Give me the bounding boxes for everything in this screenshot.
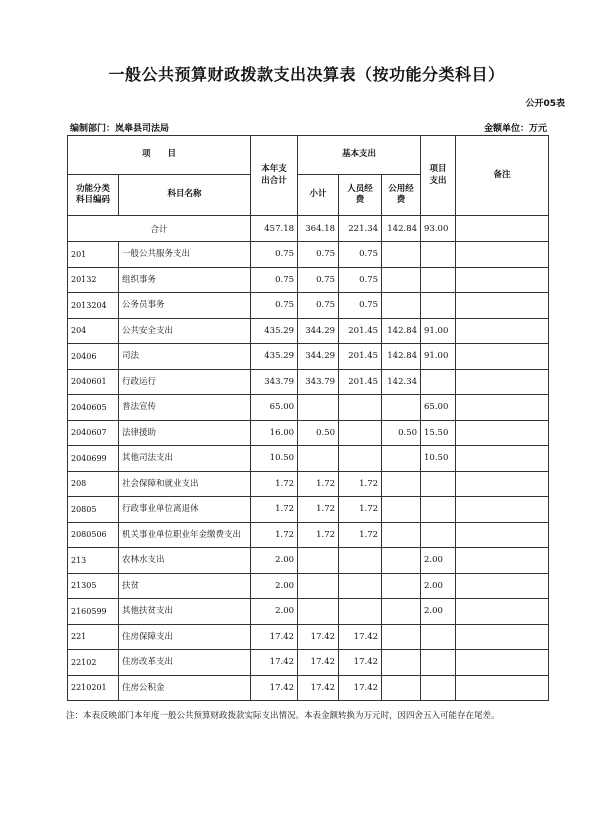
cell-note <box>456 497 549 523</box>
cell-code: 201 <box>68 242 119 268</box>
cell-subtotal: 1.72 <box>298 522 339 548</box>
cell-public <box>382 522 421 548</box>
cell-code: 2210201 <box>68 675 119 701</box>
total-note <box>456 216 549 242</box>
total-project: 93.00 <box>421 216 456 242</box>
cell-year-total: 435.29 <box>251 318 298 344</box>
cell-note <box>456 369 549 395</box>
cell-note <box>456 471 549 497</box>
table-row <box>68 242 549 268</box>
cell-subtotal <box>298 446 339 472</box>
cell-personnel: 0.75 <box>339 242 382 268</box>
cell-personnel: 0.75 <box>339 267 382 293</box>
cell-personnel: 1.72 <box>339 497 382 523</box>
table-row <box>68 395 549 421</box>
header-item: 项 目 <box>68 136 251 175</box>
cell-year-total: 16.00 <box>251 420 298 446</box>
cell-project <box>421 471 456 497</box>
cell-project <box>421 497 456 523</box>
cell-personnel: 17.42 <box>339 624 382 650</box>
cell-subject-name: 一般公共服务支出 <box>119 242 251 268</box>
cell-note <box>456 624 549 650</box>
cell-project: 65.00 <box>421 395 456 421</box>
cell-subtotal <box>298 548 339 574</box>
cell-code: 21305 <box>68 573 119 599</box>
cell-code: 2160599 <box>68 599 119 625</box>
cell-note <box>456 267 549 293</box>
cell-personnel <box>339 599 382 625</box>
header-project: 项目支出 <box>421 136 456 216</box>
table-row <box>68 599 549 625</box>
cell-personnel <box>339 573 382 599</box>
cell-public <box>382 573 421 599</box>
footnote: 注：本表反映部门本年度一般公共预算财政拨款实际支出情况。本表金额转换为万元时，因四舍五入可能存在尾差。 <box>66 711 500 721</box>
cell-public: 142.84 <box>382 318 421 344</box>
cell-public <box>382 395 421 421</box>
cell-public <box>382 446 421 472</box>
cell-public <box>382 675 421 701</box>
cell-subtotal: 1.72 <box>298 471 339 497</box>
cell-code: 20406 <box>68 344 119 370</box>
cell-code: 213 <box>68 548 119 574</box>
cell-personnel: 1.72 <box>339 522 382 548</box>
cell-note <box>456 599 549 625</box>
cell-note <box>456 318 549 344</box>
cell-year-total: 435.29 <box>251 344 298 370</box>
cell-personnel <box>339 446 382 472</box>
cell-project: 91.00 <box>421 318 456 344</box>
cell-subject-name: 行政事业单位离退休 <box>119 497 251 523</box>
cell-project <box>421 675 456 701</box>
cell-year-total: 2.00 <box>251 573 298 599</box>
cell-code: 221 <box>68 624 119 650</box>
cell-code: 2040601 <box>68 369 119 395</box>
cell-note <box>456 548 549 574</box>
cell-project: 2.00 <box>421 548 456 574</box>
cell-year-total: 2.00 <box>251 548 298 574</box>
cell-year-total: 0.75 <box>251 293 298 319</box>
cell-public <box>382 242 421 268</box>
cell-project <box>421 293 456 319</box>
header-note: 备注 <box>456 136 549 216</box>
cell-personnel <box>339 420 382 446</box>
total-label: 合计 <box>68 216 251 242</box>
header-public: 公用经费 <box>382 175 421 216</box>
cell-subject-name: 其他扶贫支出 <box>119 599 251 625</box>
cell-subtotal <box>298 599 339 625</box>
cell-public: 0.50 <box>382 420 421 446</box>
cell-note <box>456 522 549 548</box>
unit-label: 金额单位：万元 <box>483 124 547 134</box>
header-year-total: 本年支出合计 <box>251 136 298 216</box>
cell-subtotal: 0.75 <box>298 242 339 268</box>
header-subtotal: 小计 <box>298 175 339 216</box>
cell-note <box>456 420 549 446</box>
cell-project: 2.00 <box>421 573 456 599</box>
cell-project: 10.50 <box>421 446 456 472</box>
total-row <box>68 216 549 242</box>
cell-code: 2040607 <box>68 420 119 446</box>
cell-code: 2040699 <box>68 446 119 472</box>
cell-subject-name: 法律援助 <box>119 420 251 446</box>
cell-personnel: 0.75 <box>339 293 382 319</box>
cell-project: 15.50 <box>421 420 456 446</box>
cell-note <box>456 395 549 421</box>
cell-subtotal: 0.75 <box>298 267 339 293</box>
table-row <box>68 293 549 319</box>
header-basic: 基本支出 <box>298 136 421 175</box>
cell-subject-name: 组织事务 <box>119 267 251 293</box>
table-row <box>68 548 549 574</box>
cell-subject-name: 司法 <box>119 344 251 370</box>
cell-personnel: 1.72 <box>339 471 382 497</box>
cell-personnel: 201.45 <box>339 318 382 344</box>
table-row <box>68 522 549 548</box>
total-personnel: 221.34 <box>339 216 382 242</box>
cell-project <box>421 267 456 293</box>
budget-table <box>67 135 549 701</box>
cell-personnel <box>339 548 382 574</box>
cell-public <box>382 548 421 574</box>
cell-subtotal: 17.42 <box>298 675 339 701</box>
table-row <box>68 497 549 523</box>
table-row <box>68 471 549 497</box>
cell-subtotal <box>298 573 339 599</box>
cell-subject-name: 公共安全支出 <box>119 318 251 344</box>
cell-personnel <box>339 395 382 421</box>
cell-public: 142.84 <box>382 344 421 370</box>
total-year-total: 457.18 <box>251 216 298 242</box>
cell-public <box>382 599 421 625</box>
cell-public <box>382 650 421 676</box>
cell-subject-name: 农林水支出 <box>119 548 251 574</box>
department-label: 编制部门：岚皋县司法局 <box>70 124 170 134</box>
meta-row <box>70 121 547 134</box>
cell-subtotal: 17.42 <box>298 650 339 676</box>
cell-code: 20805 <box>68 497 119 523</box>
cell-subject-name: 公务员事务 <box>119 293 251 319</box>
cell-public <box>382 471 421 497</box>
cell-project <box>421 242 456 268</box>
cell-year-total: 10.50 <box>251 446 298 472</box>
cell-subject-name: 住房公积金 <box>119 675 251 701</box>
cell-subject-name: 社会保障和就业支出 <box>119 471 251 497</box>
header-subject: 科目名称 <box>119 175 251 216</box>
cell-project <box>421 650 456 676</box>
cell-note <box>456 675 549 701</box>
cell-note <box>456 573 549 599</box>
cell-year-total: 343.79 <box>251 369 298 395</box>
cell-project: 2.00 <box>421 599 456 625</box>
cell-year-total: 1.72 <box>251 471 298 497</box>
cell-personnel: 17.42 <box>339 675 382 701</box>
cell-subject-name: 住房保障支出 <box>119 624 251 650</box>
cell-subject-name: 机关事业单位职业年金缴费支出 <box>119 522 251 548</box>
cell-subtotal: 344.29 <box>298 318 339 344</box>
cell-note <box>456 344 549 370</box>
cell-subtotal: 17.42 <box>298 624 339 650</box>
cell-code: 208 <box>68 471 119 497</box>
cell-subject-name: 普法宣传 <box>119 395 251 421</box>
table-row <box>68 675 549 701</box>
cell-year-total: 2.00 <box>251 599 298 625</box>
cell-code: 2040605 <box>68 395 119 421</box>
cell-year-total: 0.75 <box>251 267 298 293</box>
cell-subject-name: 行政运行 <box>119 369 251 395</box>
cell-project <box>421 369 456 395</box>
table-row <box>68 420 549 446</box>
table-row <box>68 344 549 370</box>
table-row <box>68 267 549 293</box>
cell-code: 204 <box>68 318 119 344</box>
cell-subtotal: 0.75 <box>298 293 339 319</box>
form-number: 公开05表 <box>525 99 565 109</box>
page-title: 一般公共预算财政拨款支出决算表（按功能分类科目） <box>108 65 505 84</box>
cell-year-total: 0.75 <box>251 242 298 268</box>
cell-note <box>456 446 549 472</box>
cell-project <box>421 624 456 650</box>
cell-subtotal: 343.79 <box>298 369 339 395</box>
cell-subject-name: 其他司法支出 <box>119 446 251 472</box>
cell-personnel: 17.42 <box>339 650 382 676</box>
table-row <box>68 369 549 395</box>
table-row <box>68 650 549 676</box>
header-code: 功能分类科目编码 <box>68 175 119 216</box>
cell-note <box>456 650 549 676</box>
cell-year-total: 1.72 <box>251 497 298 523</box>
cell-year-total: 17.42 <box>251 650 298 676</box>
table-row <box>68 624 549 650</box>
total-public: 142.84 <box>382 216 421 242</box>
cell-subtotal: 1.72 <box>298 497 339 523</box>
cell-code: 2013204 <box>68 293 119 319</box>
header-personnel: 人员经费 <box>339 175 382 216</box>
total-subtotal: 364.18 <box>298 216 339 242</box>
cell-personnel: 201.45 <box>339 344 382 370</box>
cell-subject-name: 扶贫 <box>119 573 251 599</box>
table-row <box>68 318 549 344</box>
cell-subtotal: 344.29 <box>298 344 339 370</box>
cell-year-total: 17.42 <box>251 624 298 650</box>
cell-code: 20132 <box>68 267 119 293</box>
cell-year-total: 65.00 <box>251 395 298 421</box>
cell-public <box>382 267 421 293</box>
cell-project: 91.00 <box>421 344 456 370</box>
cell-public <box>382 497 421 523</box>
cell-code: 2080506 <box>68 522 119 548</box>
cell-personnel: 201.45 <box>339 369 382 395</box>
cell-note <box>456 242 549 268</box>
cell-year-total: 1.72 <box>251 522 298 548</box>
cell-project <box>421 522 456 548</box>
cell-public <box>382 293 421 319</box>
cell-code: 22102 <box>68 650 119 676</box>
cell-subject-name: 住房改革支出 <box>119 650 251 676</box>
cell-subtotal <box>298 395 339 421</box>
cell-year-total: 17.42 <box>251 675 298 701</box>
table-row <box>68 573 549 599</box>
cell-public: 142.34 <box>382 369 421 395</box>
cell-note <box>456 293 549 319</box>
cell-public <box>382 624 421 650</box>
table-row <box>68 446 549 472</box>
cell-subtotal: 0.50 <box>298 420 339 446</box>
